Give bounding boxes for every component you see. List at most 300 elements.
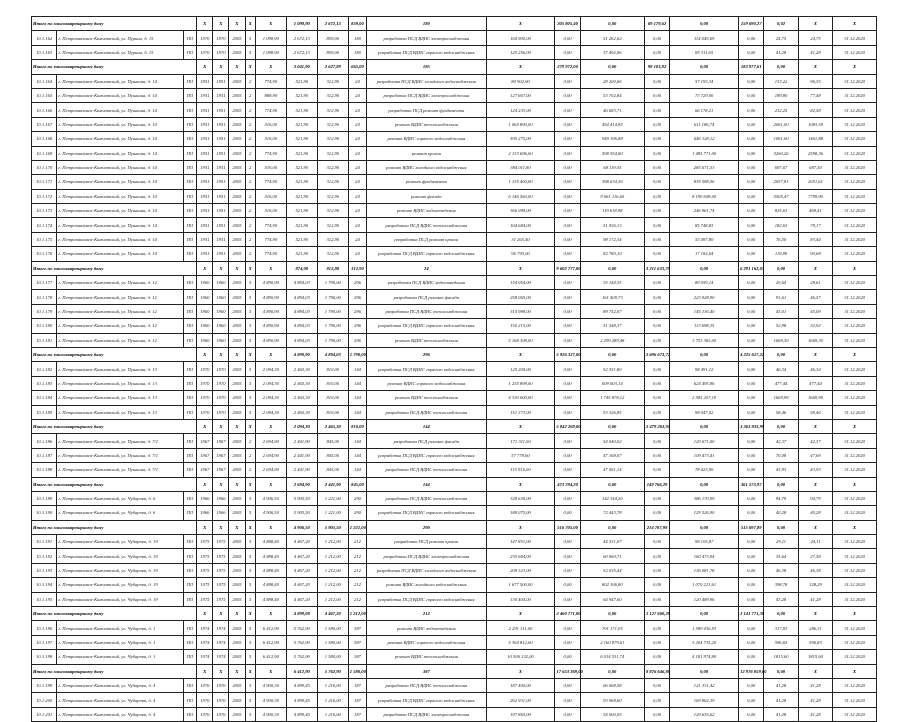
- table-cell: 0,00: [739, 204, 764, 218]
- table-cell: X: [486, 347, 555, 361]
- table-cell: 4 894,03: [286, 319, 317, 333]
- table-cell: 0,00: [644, 31, 669, 45]
- table-cell: 2 460 771,00: [555, 607, 580, 621]
- table-cell: разработка ПСД ВДИС горячего водоснабжения: [367, 319, 486, 333]
- table-cell: 1 216,00: [317, 707, 348, 721]
- table-cell: 119,89: [764, 247, 798, 261]
- table-cell: 5: [245, 506, 255, 520]
- table-cell: 31.12.2020: [833, 506, 877, 520]
- table-cell: 0,00: [739, 175, 764, 189]
- table-cell: 0,00: [739, 117, 764, 131]
- table-cell: X: [197, 520, 213, 534]
- table-cell: X: [197, 347, 213, 361]
- table-cell: 317,93: [764, 621, 798, 635]
- table-cell: ремонт ВДИС водоотведения: [367, 204, 486, 218]
- table-cell: X: [255, 520, 286, 534]
- row-number: 10.1.168: [32, 132, 57, 146]
- table-cell: ремонт ВДИС теплоснабжения: [367, 650, 486, 664]
- table-cell: ПО: [183, 535, 197, 549]
- table-cell: 42,37: [764, 434, 798, 448]
- table-cell: 98 172,34: [580, 232, 644, 246]
- table-cell: 312,90: [317, 117, 348, 131]
- table-cell: 0,00: [644, 678, 669, 692]
- table-cell: 31.12.2020: [833, 362, 877, 376]
- table-cell: 31.12.2020: [833, 276, 877, 290]
- table-cell: 454 414,85: [580, 117, 644, 131]
- table-cell: 0,00: [739, 31, 764, 45]
- table-cell: 5 926 327,00: [555, 347, 580, 361]
- table-cell: 0,00: [670, 60, 739, 74]
- table-cell: X: [833, 607, 877, 621]
- address-cell: г. Петропавловск-Камчатский, ул. Пушкина, д. 14: [57, 117, 183, 131]
- table-cell: 41,28: [764, 693, 798, 707]
- table-cell: 0,00: [644, 304, 669, 318]
- table-cell: 262 931,00: [486, 693, 555, 707]
- table-cell: 4 899,45: [286, 707, 317, 721]
- table-cell: 0,00: [670, 347, 739, 361]
- table-cell: разработка ПСД ВДИС теплоснабжения: [367, 678, 486, 692]
- table-cell: X: [486, 60, 555, 74]
- table-cell: 2 627,89: [317, 60, 348, 74]
- table-cell: 5: [245, 707, 255, 721]
- table-row: [32, 31, 877, 45]
- table-cell: 1970: [213, 45, 229, 59]
- table-cell: 24: [348, 132, 366, 146]
- table-cell: 2005: [229, 117, 245, 131]
- table-cell: X: [245, 607, 255, 621]
- table-cell: 312,90: [317, 232, 348, 246]
- table-cell: 0,00: [644, 563, 669, 577]
- table-cell: 521,90: [286, 218, 317, 232]
- table-cell: 214 787,98: [644, 520, 669, 534]
- table-cell: 1951: [197, 175, 213, 189]
- table-cell: 2005: [229, 650, 245, 664]
- table-cell: 0,00: [644, 160, 669, 174]
- table-cell: 144: [348, 362, 366, 376]
- table-cell: ПО: [183, 132, 197, 146]
- table-row: [32, 448, 877, 462]
- table-cell: 2 441,90: [286, 463, 317, 477]
- table-cell: 1 127 600,28: [644, 607, 669, 621]
- table-cell: 296: [348, 319, 366, 333]
- table-cell: 54 040,02: [580, 434, 644, 448]
- row-number: 10.1.177: [32, 276, 57, 290]
- table-cell: 0,00: [555, 592, 580, 606]
- table-cell: 1975: [213, 592, 229, 606]
- table-cell: X: [255, 607, 286, 621]
- table-row: [32, 678, 877, 692]
- table-cell: 2005: [229, 333, 245, 347]
- table-cell: 810,00: [317, 405, 348, 419]
- table-cell: 1951: [213, 189, 229, 203]
- row-number: 10.1.193: [32, 563, 57, 577]
- table-cell: 2: [245, 247, 255, 261]
- table-cell: 1966: [197, 491, 213, 505]
- table-row: [32, 218, 877, 232]
- table-cell: 296: [348, 304, 366, 318]
- table-cell: 2005: [229, 290, 245, 304]
- table-cell: 5: [245, 391, 255, 405]
- table-cell: X: [213, 419, 229, 433]
- table-cell: 32,92: [798, 319, 832, 333]
- table-row: [32, 276, 877, 290]
- table-cell: 41,28: [798, 707, 832, 721]
- table-cell: 949 196,88: [580, 132, 644, 146]
- table-cell: 1 580,00: [317, 635, 348, 649]
- table-cell: 2005: [229, 175, 245, 189]
- table-cell: 366 098,00: [486, 204, 555, 218]
- table-cell: ПО: [183, 549, 197, 563]
- table-cell: 312,90: [317, 175, 348, 189]
- table-cell: X: [197, 664, 213, 678]
- table-cell: 521,90: [286, 117, 317, 131]
- table-cell: 0,00: [555, 117, 580, 131]
- table-cell: 521,90: [286, 189, 317, 203]
- row-number: 10.1.175: [32, 232, 57, 246]
- table-cell: ПО: [183, 707, 197, 721]
- table-cell: 0,00: [644, 635, 669, 649]
- table-cell: 4 467,20: [317, 607, 348, 621]
- table-cell: 1975: [197, 535, 213, 549]
- table-cell: 43,93: [764, 463, 798, 477]
- table-cell: X: [229, 607, 245, 621]
- table-cell: 312,90: [317, 103, 348, 117]
- table-cell: 0,00: [555, 319, 580, 333]
- table-cell: ПО: [183, 376, 197, 390]
- table-cell: 1975: [213, 578, 229, 592]
- table-cell: 774,90: [255, 74, 286, 88]
- table-cell: 0,00: [644, 175, 669, 189]
- table-cell: 4 467,20: [286, 535, 317, 549]
- table-cell: 0,00: [739, 132, 764, 146]
- table-cell: 1967: [197, 434, 213, 448]
- row-number: 10.1.198: [32, 650, 57, 664]
- address-cell: г. Петропавловск-Камчатский, ул. Пушкина, д. 13: [57, 391, 183, 405]
- table-cell: 4 894,03: [286, 333, 317, 347]
- table-cell: 1 790,00: [348, 347, 366, 361]
- table-cell: 0,00: [644, 132, 669, 146]
- table-row: [32, 693, 877, 707]
- table-row: [32, 491, 877, 505]
- table-cell: 1974: [197, 635, 213, 649]
- table-cell: 1976: [197, 707, 213, 721]
- table-cell: 1960: [213, 333, 229, 347]
- table-cell: 2005: [229, 189, 245, 203]
- table-cell: 285 671,53: [670, 160, 739, 174]
- table-cell: 0,00: [739, 448, 764, 462]
- table-cell: 1967: [213, 463, 229, 477]
- table-cell: 0,00: [644, 146, 669, 160]
- table-cell: 361 573,97: [739, 477, 764, 491]
- table-cell: 46,34: [798, 362, 832, 376]
- table-cell: 1 580,00: [317, 650, 348, 664]
- table-cell: 24: [348, 117, 366, 131]
- table-cell: 31.12.2020: [833, 434, 877, 448]
- table-cell: 5 842 269,00: [555, 419, 580, 433]
- table-cell: 0,00: [555, 290, 580, 304]
- table-cell: 0,00: [644, 707, 669, 721]
- table-cell: ПО: [183, 491, 197, 505]
- table-cell: 0,00: [739, 362, 764, 376]
- table-cell: 598 554,80: [580, 146, 644, 160]
- table-cell: 0,00: [644, 405, 669, 419]
- table-row: [32, 103, 877, 117]
- table-cell: ПО: [183, 204, 197, 218]
- table-cell: 4 890,90: [255, 276, 286, 290]
- table-cell: 0,00: [555, 276, 580, 290]
- table-cell: 31.12.2020: [833, 304, 877, 318]
- table-cell: 0,00: [764, 520, 798, 534]
- table-cell: 0,00: [764, 607, 798, 621]
- table-cell: 1 580,00: [348, 664, 366, 678]
- row-number: 10.1.197: [32, 635, 57, 649]
- table-cell: X: [229, 477, 245, 491]
- table-cell: X: [833, 520, 877, 534]
- table-cell: 687,50: [798, 160, 832, 174]
- table-cell: 66 068,58: [580, 678, 644, 692]
- table-cell: X: [245, 664, 255, 678]
- table-cell: 5: [245, 276, 255, 290]
- table-cell: 5505,47: [764, 189, 798, 203]
- row-number: 10.1.170: [32, 160, 57, 174]
- table-cell: 150 215,00: [486, 319, 555, 333]
- table-row: [32, 376, 877, 390]
- table-cell: 51 936,13: [580, 218, 644, 232]
- table-cell: 4 325 617,22: [739, 347, 764, 361]
- table-cell: 72 443,78: [580, 506, 644, 520]
- table-cell: 1 212,00: [317, 592, 348, 606]
- table-cell: 17 653 369,00: [555, 664, 580, 678]
- table-cell: 212: [348, 563, 366, 577]
- table-cell: 124 233,00: [486, 103, 555, 117]
- table-cell: 521,90: [286, 74, 317, 88]
- table-cell: X: [213, 60, 229, 74]
- repair-plan-table: [31, 16, 877, 722]
- table-cell: 24: [348, 175, 366, 189]
- table-cell: 595 275,00: [486, 132, 555, 146]
- table-cell: 0,00: [555, 247, 580, 261]
- table-cell: 144: [348, 434, 366, 448]
- table-cell: 24,11: [798, 535, 832, 549]
- table-cell: X: [197, 419, 213, 433]
- table-cell: 47 168,07: [580, 448, 644, 462]
- table-cell: 0,00: [644, 247, 669, 261]
- table-cell: 0,00: [644, 319, 669, 333]
- table-cell: 1974: [197, 621, 213, 635]
- table-cell: 5 905,50: [286, 506, 317, 520]
- subtotal-row: [32, 477, 877, 491]
- row-number: 10.1.166: [32, 103, 57, 117]
- table-cell: 212: [348, 549, 366, 563]
- table-cell: X: [486, 664, 555, 678]
- table-cell: 0,00: [739, 45, 764, 59]
- table-cell: X: [245, 477, 255, 491]
- table-cell: ПО: [183, 362, 197, 376]
- table-cell: 4 899,45: [286, 693, 317, 707]
- table-cell: 0,00: [644, 448, 669, 462]
- table-cell: 1 580,00: [317, 621, 348, 635]
- table-cell: 312,90: [317, 218, 348, 232]
- table-cell: 0,00: [580, 664, 644, 678]
- table-cell: 2005: [229, 160, 245, 174]
- table-cell: 205 805,40: [555, 17, 580, 31]
- row-number: 10.1.190: [32, 506, 57, 520]
- table-cell: 4 906,50: [255, 506, 286, 520]
- table-cell: ПО: [183, 506, 197, 520]
- table-cell: X: [213, 664, 229, 678]
- table-cell: 4 894,03: [286, 290, 317, 304]
- table-row: [32, 405, 877, 419]
- table-cell: 5: [245, 491, 255, 505]
- table-cell: 129 526,90: [670, 506, 739, 520]
- table-cell: 2005: [229, 132, 245, 146]
- table-cell: 1951: [197, 132, 213, 146]
- table-cell: 212: [367, 607, 486, 621]
- table-cell: 1951: [213, 117, 229, 131]
- table-cell: ПО: [183, 333, 197, 347]
- row-number: 10.1.195: [32, 592, 57, 606]
- table-cell: 0,00: [555, 491, 580, 505]
- table-cell: 154 054,00: [486, 276, 555, 290]
- table-cell: ПО: [183, 592, 197, 606]
- table-cell: ПО: [183, 117, 197, 131]
- table-cell: разработка ПСД ВДИС электроснабжения: [367, 88, 486, 102]
- table-cell: X: [255, 477, 286, 491]
- table-cell: разработка ПСД ВДИС водоотведения: [367, 276, 486, 290]
- table-cell: 31.12.2020: [833, 132, 877, 146]
- table-cell: 180: [348, 31, 366, 45]
- table-cell: X: [255, 261, 286, 275]
- table-cell: 2005: [229, 463, 245, 477]
- table-cell: ремонт ВДИС теплоснабжения: [367, 391, 486, 405]
- subtotal-label: Итого по многоквартирному дому: [32, 419, 197, 433]
- row-number: 10.1.184: [32, 391, 57, 405]
- row-number: 10.1.174: [32, 218, 57, 232]
- address-cell: г. Петропавловск-Камчатский, ул. Пушкина, д. 14: [57, 103, 183, 117]
- table-cell: 2 672,13: [286, 45, 317, 59]
- table-cell: 0,00: [739, 247, 764, 261]
- subtotal-row: [32, 261, 877, 275]
- table-cell: разработка ПСД ремонт фасада: [367, 434, 486, 448]
- table-cell: 1 212,00: [317, 563, 348, 577]
- table-cell: 774,90: [255, 175, 286, 189]
- table-cell: 296: [348, 333, 366, 347]
- table-cell: разработка ПСД ВДИС горячего водоснабжения: [367, 693, 486, 707]
- table-cell: 5: [245, 693, 255, 707]
- table-cell: 1951: [197, 247, 213, 261]
- table-cell: 2: [245, 146, 255, 160]
- table-cell: 212: [348, 592, 366, 606]
- table-cell: 596,65: [764, 635, 798, 649]
- table-cell: 28,61: [798, 276, 832, 290]
- table-cell: 1 235 899,00: [486, 376, 555, 390]
- table-cell: 1951: [213, 132, 229, 146]
- table-cell: 0,00: [739, 707, 764, 721]
- table-cell: 0,00: [739, 232, 764, 246]
- table-cell: 2 291 311,00: [486, 621, 555, 635]
- table-cell: 0,00: [670, 477, 739, 491]
- table-cell: 774,90: [255, 218, 286, 232]
- table-cell: разработка ПСД ремонт кровли: [367, 232, 486, 246]
- table-cell: X: [798, 60, 832, 74]
- table-cell: 469,41: [798, 204, 832, 218]
- row-number: 10.1.183: [32, 376, 57, 390]
- table-cell: 2 694,90: [255, 434, 286, 448]
- table-cell: 90,68: [798, 247, 832, 261]
- table-cell: 43,01: [764, 304, 798, 318]
- table-cell: 859,00: [317, 31, 348, 45]
- table-cell: ремонт ВДИС холодного водоснабжения: [367, 160, 486, 174]
- table-cell: разработка ПСД ВДИС теплоснабжения: [367, 218, 486, 232]
- table-cell: 9 602 777,80: [555, 261, 580, 275]
- table-cell: 77,48: [798, 88, 832, 102]
- address-cell: г. Петропавловск-Камчатский, ул. Чубарова, д. 19: [57, 535, 183, 549]
- table-cell: 0,00: [580, 261, 644, 275]
- table-cell: X: [197, 60, 213, 74]
- table-cell: 0,00: [555, 218, 580, 232]
- table-cell: 42,37: [798, 434, 832, 448]
- table-cell: 0,00: [644, 45, 669, 59]
- table-cell: 161 409,73: [580, 290, 644, 304]
- table-cell: 384 011,80: [486, 160, 555, 174]
- table-cell: 197 865,00: [486, 707, 555, 721]
- table-cell: 2: [245, 117, 255, 131]
- table-row: [32, 146, 877, 160]
- table-cell: 1083,59: [798, 117, 832, 131]
- subtotal-label: Итого по многоквартирному дому: [32, 60, 197, 74]
- table-cell: 1 070 213,61: [670, 578, 739, 592]
- table-row: [32, 635, 877, 649]
- table-cell: 1 485 771,00: [670, 146, 739, 160]
- table-cell: 35,64: [764, 549, 798, 563]
- row-number: 10.1.171: [32, 175, 57, 189]
- table-cell: 515 697,89: [739, 520, 764, 534]
- table-cell: 24: [348, 88, 366, 102]
- row-number: 10.1.162: [32, 31, 57, 45]
- table-row: [32, 304, 877, 318]
- table-cell: 5: [245, 650, 255, 664]
- table-cell: 810,00: [348, 419, 366, 433]
- table-cell: X: [833, 17, 877, 31]
- table-cell: ремонт кровли: [367, 146, 486, 160]
- table-cell: X: [255, 60, 286, 74]
- table-cell: 98 103,82: [644, 60, 669, 74]
- table-cell: 109 473,41: [670, 448, 739, 462]
- table-cell: 1960: [197, 333, 213, 347]
- table-cell: 2005: [229, 707, 245, 721]
- table-cell: 24: [348, 232, 366, 246]
- table-cell: 6 412,90: [255, 635, 286, 649]
- table-cell: разработка ПСД ВДИС электроснабжения: [367, 707, 486, 721]
- address-cell: г. Петропавловск-Камчатский, ул. Пушкина, д. 14: [57, 74, 183, 88]
- table-cell: X: [213, 607, 229, 621]
- table-cell: 0,00: [739, 74, 764, 88]
- table-cell: 187: [348, 678, 366, 692]
- address-cell: г. Петропавловск-Камчатский, ул. Пушкина, д. 14: [57, 204, 183, 218]
- table-cell: 0,00: [555, 88, 580, 102]
- table-cell: 4 888,40: [255, 563, 286, 577]
- table-cell: 0,00: [555, 31, 580, 45]
- table-cell: 1960: [197, 319, 213, 333]
- table-cell: 2 694,90: [286, 477, 317, 491]
- table-cell: 85 748,83: [670, 218, 739, 232]
- table-cell: 5: [245, 592, 255, 606]
- subtotal-row: [32, 520, 877, 534]
- table-cell: ПО: [183, 189, 197, 203]
- table-cell: 516,00: [255, 189, 286, 203]
- table-cell: 1975: [197, 549, 213, 563]
- table-cell: 188 075,00: [486, 506, 555, 520]
